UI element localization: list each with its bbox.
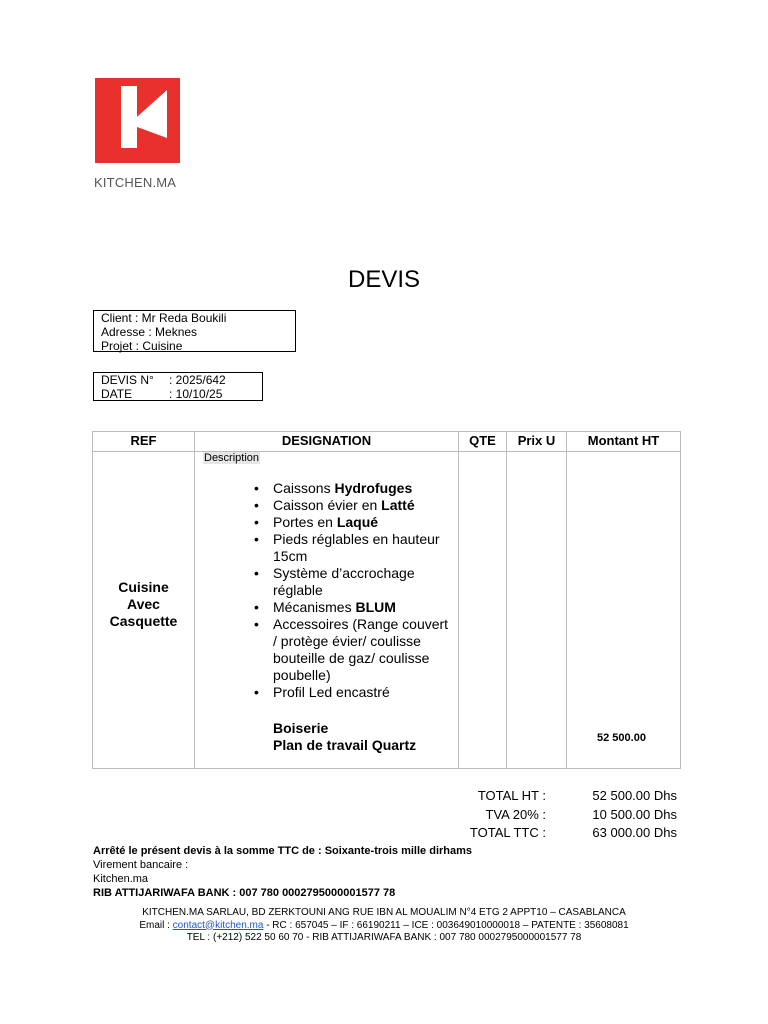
document-title: DEVIS bbox=[347, 266, 421, 293]
client-address: Adresse : Meknes bbox=[101, 325, 198, 339]
devis-number-value: : 2025/642 bbox=[169, 373, 226, 387]
list-item: • Accessoires (Range couvert / protège évier/ coulisse bouteille de gaz/ coulisse poubelle) bbox=[253, 616, 453, 684]
total-label: TVA 20% : bbox=[485, 806, 546, 822]
ref-line: Cuisine bbox=[118, 578, 169, 595]
list-item: • Profil Led encastré bbox=[253, 684, 453, 701]
totals-block bbox=[440, 787, 680, 843]
header-designation: DESIGNATION bbox=[195, 432, 459, 452]
prix-cell bbox=[507, 452, 567, 769]
kitchen-logo-mark bbox=[95, 78, 180, 163]
kitchen-logo bbox=[95, 78, 180, 163]
list-item: • Système d’accrochage réglable bbox=[253, 565, 453, 599]
brand-name: KITCHEN.MA bbox=[94, 175, 177, 190]
tva-row bbox=[440, 806, 680, 825]
total-label: TOTAL HT : bbox=[477, 788, 546, 803]
devis-date-value: : 10/10/25 bbox=[169, 387, 223, 401]
beneficiary: Kitchen.ma bbox=[93, 873, 149, 885]
table-row bbox=[93, 452, 681, 769]
montant-cell bbox=[567, 452, 681, 769]
header-prix: Prix U bbox=[507, 432, 567, 452]
rib-line: RIB ATTIJARIWAFA BANK : 007 780 0002795000001577 78 bbox=[93, 887, 396, 899]
company-address: KITCHEN.MA SARLAU, BD ZERKTOUNI ANG RUE IBN AL MOUALIM N°4 ETG 2 APPT10 – CASABLANCA bbox=[142, 907, 626, 918]
list-item: • Pieds réglables en hauteur 15cm bbox=[253, 531, 453, 565]
company-registration: - RC : 657045 – IF : 66190211 – ICE : 003649010000018 – PATENTE : 35608081 bbox=[263, 919, 629, 931]
arrete-statement: Arrêté le présent devis à la somme TTC de : Soixante-trois mille dirhams bbox=[93, 845, 473, 857]
ref-cell bbox=[93, 452, 195, 769]
devis-date-label: DATE bbox=[101, 387, 133, 401]
total-ht-row bbox=[440, 787, 680, 806]
montant-value: 52 500.00 bbox=[597, 732, 646, 744]
email-label: Email : bbox=[139, 919, 173, 931]
header-montant: Montant HT bbox=[567, 432, 681, 452]
description-tag: Description bbox=[204, 452, 260, 464]
client-info-box bbox=[93, 310, 296, 352]
devis-number-label: DEVIS N° bbox=[101, 373, 154, 387]
table-header-row bbox=[93, 432, 681, 452]
virement-label: Virement bancaire : bbox=[93, 859, 189, 871]
header-qte: QTE bbox=[459, 432, 507, 452]
list-item: • Portes en Laqué bbox=[253, 514, 453, 531]
total-ttc-row bbox=[440, 824, 680, 843]
total-value: 10 500.00 Dhs bbox=[592, 806, 677, 822]
payment-notes bbox=[93, 844, 472, 900]
ref-line: Casquette bbox=[109, 612, 178, 629]
list-item: • Mécanismes BLUM bbox=[253, 599, 453, 616]
company-footer bbox=[0, 907, 768, 945]
extras-block bbox=[273, 720, 416, 754]
email-link[interactable]: contact@kitchen.ma bbox=[172, 919, 264, 931]
list-item: • Caissons Hydrofuges bbox=[253, 480, 453, 497]
extra-boiserie: Boiserie bbox=[273, 720, 329, 736]
total-value: 52 500.00 Dhs bbox=[592, 788, 677, 803]
list-item: • Caisson évier en Latté bbox=[253, 497, 453, 514]
total-value: 63 000.00 Dhs bbox=[592, 825, 677, 840]
ref-line: Avec bbox=[127, 595, 160, 612]
company-phone-rib: TEL : (+212) 522 50 60 70 - RIB ATTIJARIWAFA BANK : 007 780 0002795000001577 78 bbox=[186, 932, 582, 943]
qte-cell bbox=[459, 452, 507, 769]
devis-info-box bbox=[93, 372, 263, 401]
items-table bbox=[92, 431, 681, 769]
extra-plan-travail: Plan de travail Quartz bbox=[273, 737, 417, 753]
total-label: TOTAL TTC : bbox=[469, 825, 546, 840]
header-ref: REF bbox=[93, 432, 195, 452]
feature-list bbox=[253, 480, 453, 701]
company-contact-line bbox=[0, 920, 768, 933]
client-name: Client : Mr Reda Boukili bbox=[101, 311, 227, 325]
designation-cell bbox=[195, 452, 459, 769]
client-project: Projet : Cuisine bbox=[101, 339, 183, 353]
